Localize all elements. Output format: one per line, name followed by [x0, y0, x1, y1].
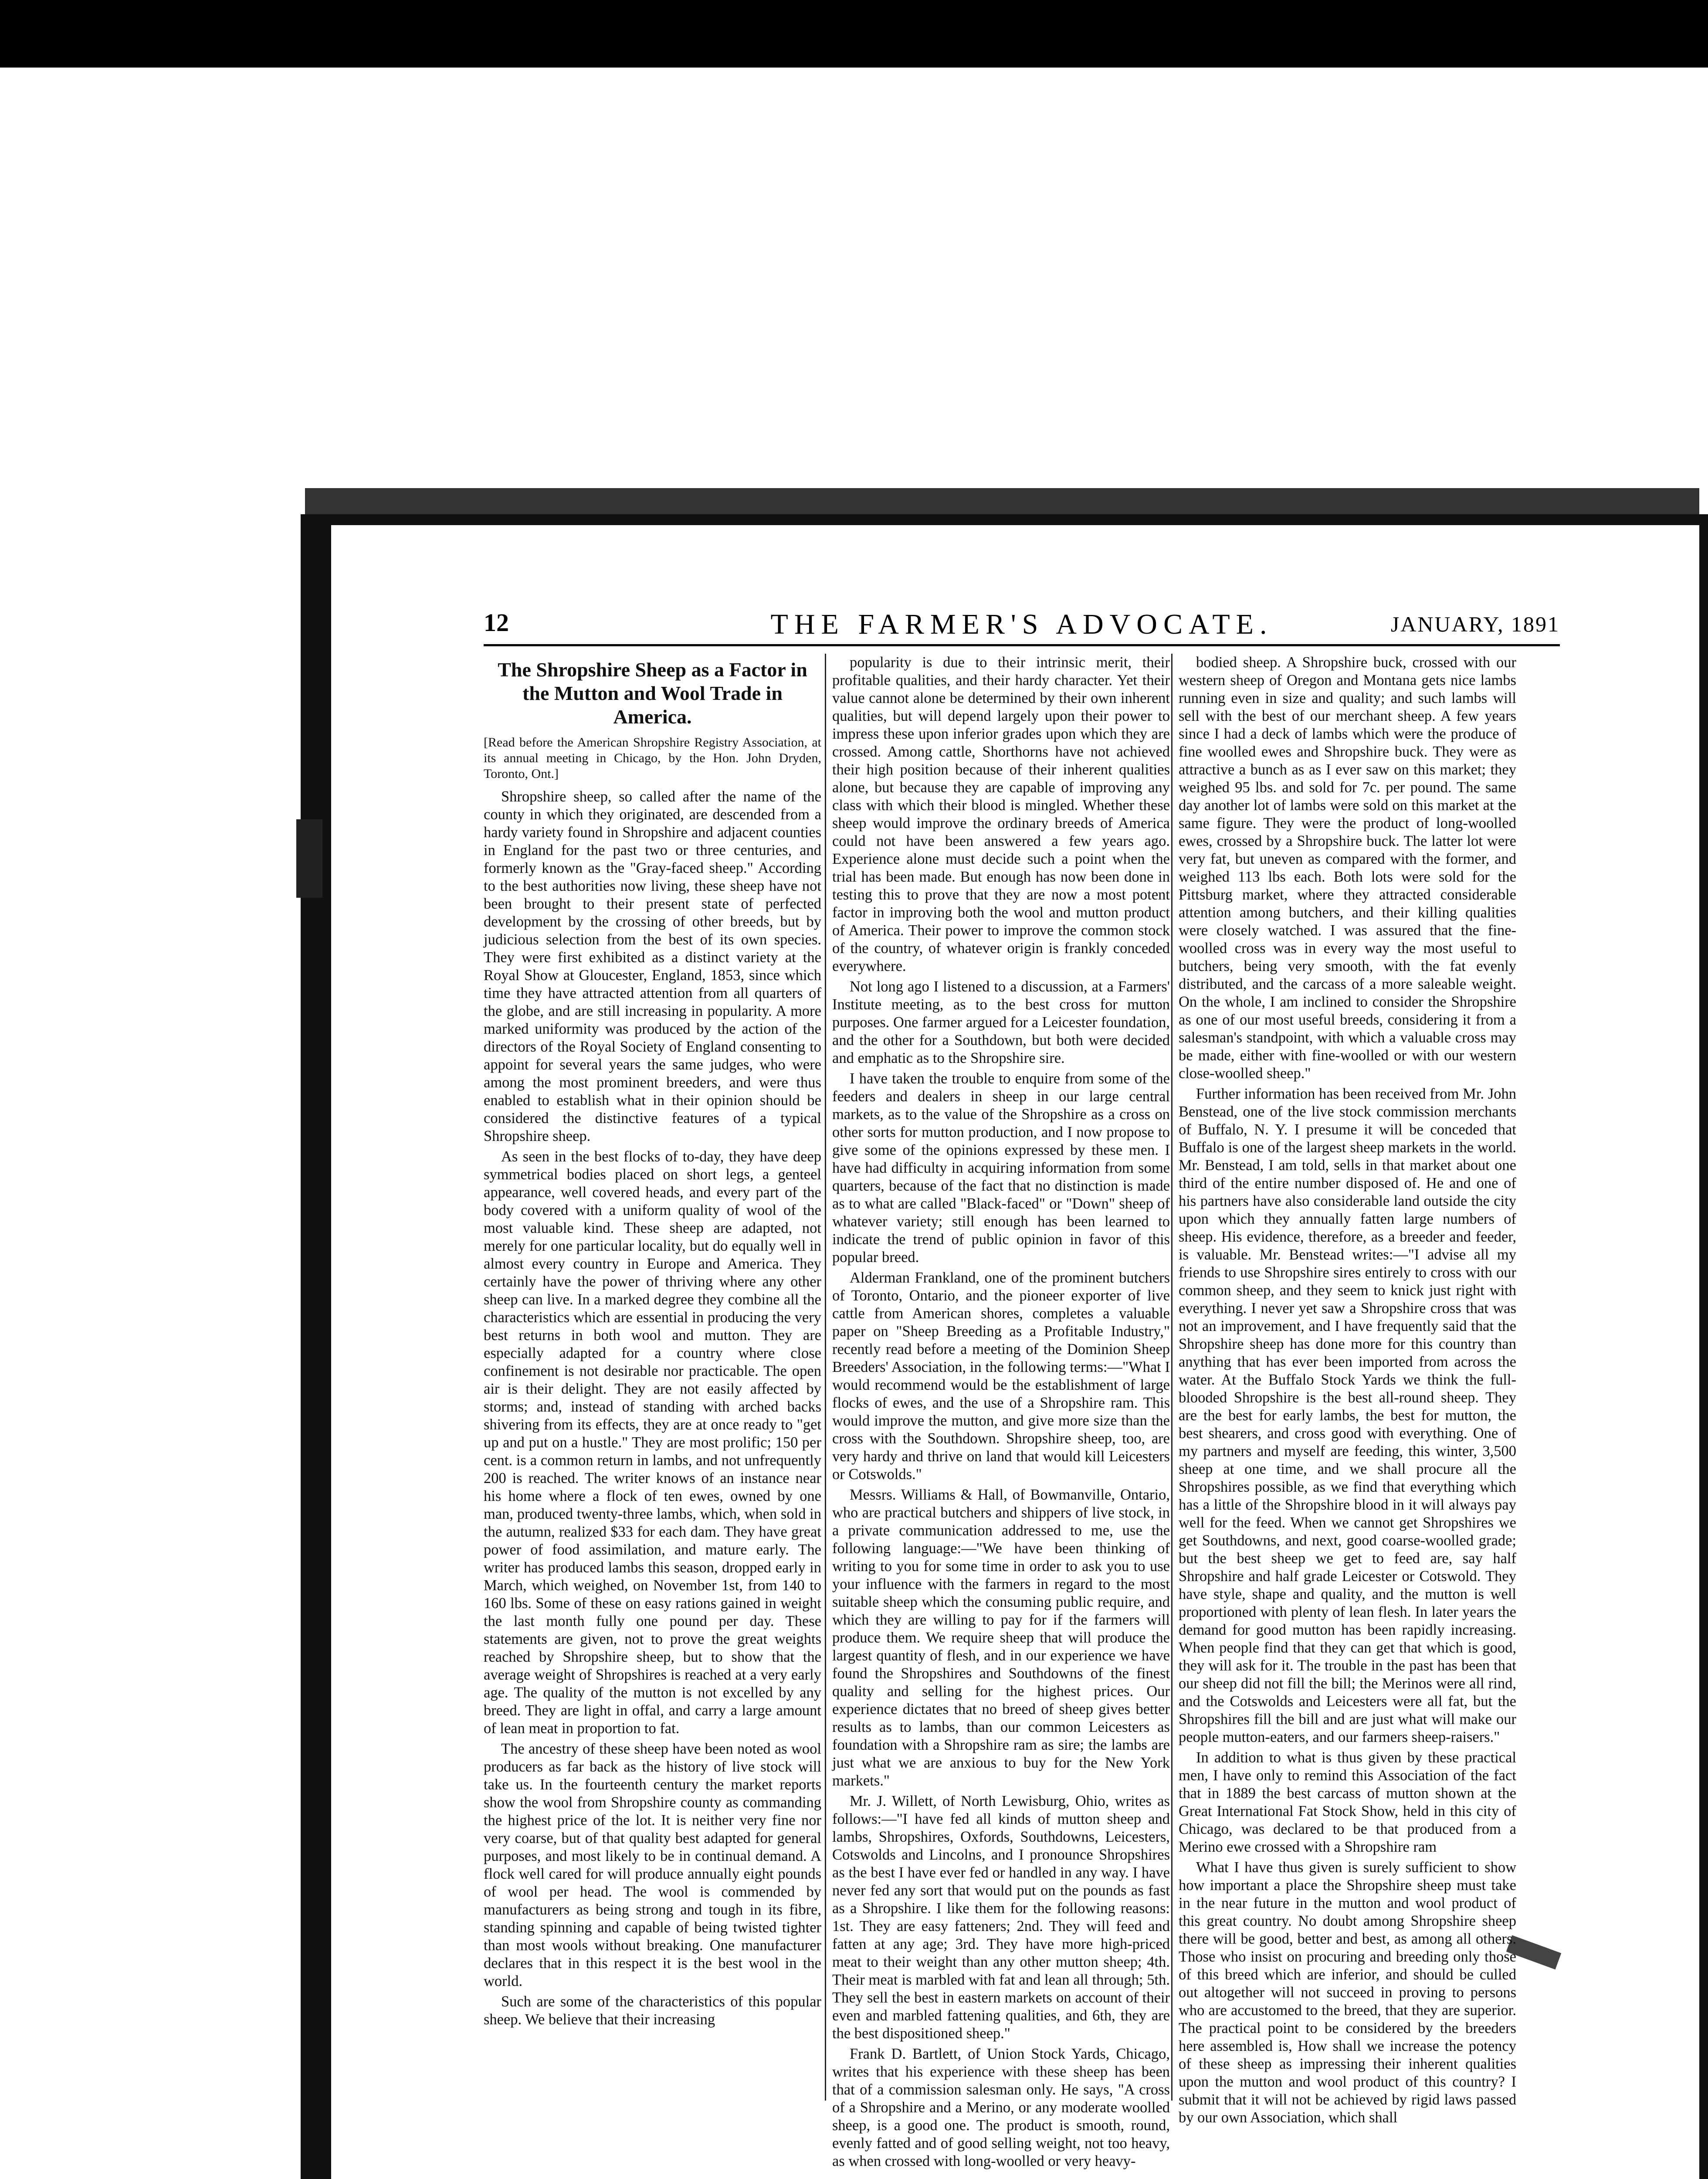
- paragraph: Messrs. Williams & Hall, of Bowmanville, Ontario, who are practical butchers and shippers of live stock, in a private communication addressed to me, use the following language:—"We have been thinking of writing to you for some time in order to ask you to use your influence with the farmers in regard to the most suitable sheep which the consuming public require, and which they are willing to pay for if the farmers will produce them. We require sheep that will produce the largest quantity of flesh, and in our experience we have found the Shropshires and Southdowns of the finest quality and selling for the highest prices. Our experience dictates that no breed of sheep gives better results as to lambs, than our common Leicesters as foundation with a Shropshire ram as sire; the lambs are just what we are anxious to buy for the New York markets.": [832, 1487, 1170, 1789]
- column-1: [484, 654, 821, 2101]
- paragraph: Frank D. Bartlett, of Union Stock Yards, Chicago, writes that his experience with these sheep has been that of a commission salesman only. He says, "A cross of a Shropshire and a Merino, or any moderate woolled sheep, is a good one. The product is smooth, round, evenly fatted and of good selling weight, not too heavy, as when crossed with long-woolled or very heavy-: [832, 2046, 1170, 2169]
- paragraph: What I have thus given is surely sufficient to show how important a place the Shropshire sheep must take in the near future in the mutton and wool product of this great country. No doubt among Shropshire sheep there will be good, better and best, as among all others. Those who insist on procuring and breeding only those of this breed which are inferior, and should be culled out altogether will not succeed in proving to persons who are accustomed to the breed, that they are superior. The practical point to be considered by the breeders here assembled is, How shall we increase the potency of these sheep as impressing their inherent qualities upon the mutton and wool product of this country? I submit that it will not be achieved by rigid laws passed by our own Association, which shall: [1179, 1859, 1516, 2126]
- page-header: [484, 608, 1560, 638]
- paragraph: As seen in the best flocks of to-day, they have deep symmetrical bodies placed on short legs, a genteel appearance, well covered heads, and every part of the body covered with a uniform quality of wool of the most valuable kind. These sheep are adapted, not merely for one particular locality, but do equally well in almost every country in Europe and America. They certainly have the power of thriving where any other sheep can live. In a marked degree they combine all the characteristics which are essential in producing the very best returns in both wool and mutton. They are especially adapted for a country where close confinement is not desirable nor practicable. The open air is their delight. They are not easily affected by storms; and, instead of standing with arched backs shivering from its effects, they are at once ready to "get up and put on a hustle." They are most prolific; 150 per cent. is a common return in lambs, and not unfrequently 200 is reached. The writer knows of an instance near his home where a flock of ten ewes, owned by one man, produced twenty-three lambs, which, when sold in the autumn, realized $33 for each dam. They have great power of food assimilation, and mature early. The writer has produced lambs this season, dropped early in March, which weighed, on November 1st, from 140 to 160 lbs. Some of these on easy rations gained in weight the last month fully one pound per day. These statements are given, not to prove the great weights reached by Shropshire sheep, but to show that the average weight of Shropshires is reached at a very early age. The quality of the mutton is not excelled by any breed. They are light in offal, and carry a large amount of lean meat in proportion to fat.: [484, 1148, 821, 1737]
- paragraph: I have taken the trouble to enquire from some of the feeders and dealers in sheep in our large central markets, as to the value of the Shropshire as a cross on other sorts for mutton production, and I now propose to give some of the opinions expressed by these men. I have had difficulty in acquiring information from some quarters, because of the fact that no distinction is made as to what are called "Black-faced" or "Down" sheep of whatever variety; still enough has been learned to indicate the trend of public opinion in favor of this popular breed.: [832, 1070, 1170, 1266]
- page-number: 12: [484, 608, 509, 637]
- margin-binding-mark: [296, 819, 322, 898]
- column-divider: [825, 654, 826, 2101]
- paragraph: In addition to what is thus given by these practical men, I have only to remind this Association of the fact that in 1889 the best carcass of mutton shown at the Great International Fat Stock Show, held in this city of Chicago, was declared to be that produced from a Merino ewe crossed with a Shropshire ram: [1179, 1749, 1516, 1855]
- paragraph: Not long ago I listened to a discussion, at a Farmers' Institute meeting, as to the best cross for mutton purposes. One farmer argued for a Leicester foundation, and the other for a Southdown, but both were decided and emphatic as to the Shropshire sire.: [832, 978, 1170, 1066]
- column-3: [1179, 654, 1516, 2126]
- column-divider: [1171, 654, 1173, 2101]
- paragraph: Shropshire sheep, so called after the name of the county in which they originated, are descended from a hardy variety found in Shropshire and adjacent counties in England for the past two or three centuries, and formerly known as the "Gray-faced sheep." According to the best authorities now living, these sheep have not been brought to their present state of perfected development by the crossing of other breeds, but by judicious selection from the best of its own species. They were first exhibited as a distinct variety at the Royal Show at Gloucester, England, 1853, since which time they have attracted attention from all quarters of the globe, and are still increasing in popularity. A more marked uniformity was produced by the action of the directors of the Royal Society of England consenting to appoint for several years the same judges, who were among the most prominent breeders, and were thus enabled to establish what in their opinion should be considered the distinctive features of a typical Shropshire sheep.: [484, 788, 821, 1144]
- paragraph: The ancestry of these sheep have been noted as wool producers as far back as the history of live stock will take us. In the fourteenth century the market reports show the wool from Shropshire county as commanding the highest price of the lot. It is neither very fine nor very coarse, but of that quality best adapted for general purposes, and most likely to be in continual demand. A flock well cared for will produce annually eight pounds of wool per head. The wool is commended by manufacturers as being strong and tough in its fibre, standing spinning and capable of being twisted tighter than most wools without breaking. One manufacturer declares that in this respect it is the best wool in the world.: [484, 1741, 821, 1989]
- paragraph: Such are some of the characteristics of this popular sheep. We believe that their increasing: [484, 1993, 821, 2028]
- header-rule: [484, 644, 1560, 646]
- paragraph: popularity is due to their intrinsic merit, their profitable qualities, and their hardy character. Yet their value cannot alone be determined by their own inherent qualities, but will depend largely upon their power to impress these upon inferior grades upon which they are crossed. Among cattle, Shorthorns have not achieved their high position because of their inherent qualities alone, but because they are capable of improving any class with which their blood is mingled. Whether these sheep would improve the ordinary breeds of America could not have been answered a few years ago. Experience alone must decide such a point when the trial has been made. But enough has now been done in testing this to prove that they are now a most potent factor in improving both the wool and mutton product of America. Their power to improve the common stock of the country, of whatever origin is frankly conceded everywhere.: [832, 654, 1170, 974]
- paragraph: bodied sheep. A Shropshire buck, crossed with our western sheep of Oregon and Montana gets nice lambs running even in size and quality; and such lambs will sell with the best of our merchant sheep. A few years since I had a deck of lambs which were the produce of fine woolled ewes and Shropshire buck. They were as attractive a bunch as as I ever saw on this market; they weighed 95 lbs. and sold for 7c. per pound. The same day another lot of lambs were sold on this market at the same figure. They were the product of long-woolled ewes, crossed by a Shropshire buck. The latter lot were very fat, but uneven as compared with the former, and weighed 113 lbs each. Both lots were sold for the Pittsburg market, where they attracted considerable attention among butchers, and their killing qualities were closely watched. I was assured that the fine-woolled cross was in every way the most useful to butchers, being very smooth, with the fat evenly distributed, and the carcass of a more saleable weight. On the whole, I am inclined to consider the Shropshire as one of our most useful breeds, considering it from a salesman's standpoint, with which a valuable cross may be made, either with fine-woolled or with our western close-woolled sheep.": [1179, 654, 1516, 1082]
- publication-title: THE FARMER'S ADVOCATE.: [770, 608, 1273, 640]
- paragraph: Mr. J. Willett, of North Lewisburg, Ohio, writes as follows:—"I have fed all kinds of mutton sheep and lambs, Shropshires, Oxfords, Southdowns, Leicesters, Cotswolds and Lincolns, and I pronounce Shropshires as the best I have ever fed or handled in any way. I have never fed any sort that would put on the pounds as fast as a Shropshire. I like them for the following reasons: 1st. They are easy fatteners; 2nd. They will feed and fatten at any age; 3rd. They have more high-priced meat to their weight than any other mutton sheep; 4th. Their meat is marbled with fat and lean all through; 5th. They sell the best in eastern markets on account of their even and marbled fattening qualities, and 6th, they are the best dispositioned sheep.": [832, 1793, 1170, 2042]
- column-2: [832, 654, 1170, 2169]
- article-title: The Shropshire Sheep as a Factor in the Mutton and Wool Trade in America.: [498, 658, 807, 728]
- article-note: [Read before the American Shropshire Registry Association, at its annual meeting in Chicago, by the Hon. John Dryden, Toronto, Ont.]: [484, 735, 821, 781]
- paragraph: Alderman Frankland, one of the prominent butchers of Toronto, Ontario, and the pioneer exporter of live cattle from American shores, completes a valuable paper on "Sheep Breeding as a Profitable Industry," recently read before a meeting of the Dominion Sheep Breeders' Association, in the following terms:—"What I would recommend would be the establishment of large flocks of ewes, and the use of a Shropshire ram. This would improve the mutton, and give more size than the cross with the Southdown. Shropshire sheep, too, are very hardy and thrive on land that would kill Leicesters or Cotswolds.": [832, 1269, 1170, 1483]
- issue-date: JANUARY, 1891: [1390, 612, 1560, 636]
- paragraph: Further information has been received from Mr. John Benstead, one of the live stock commission merchants of Buffalo, N. Y. I presume it will be conceded that Buffalo is one of the largest sheep markets in the world. Mr. Benstead, I am told, sells in that market about one third of the entire number disposed of. He and one of his partners have also considerable land outside the city upon which they annually fatten large numbers of sheep. His evidence, therefore, as a breeder and feeder, is valuable. Mr. Benstead writes:—"I advise all my friends to use Shropshire sires entirely to cross with our common sheep, and they seem to knick just right with everything. I never yet saw a Shropshire cross that was not an improvement, and I have frequently said that the Shropshire sheep has done more for this country than anything that has ever been imported from across the water. At the Buffalo Stock Yards we think the full-blooded Shropshire is the best all-round sheep. They are the best for early lambs, the best for mutton, the best shearers, and cross good with everything. One of my partners and myself are feeding, this winter, 3,500 sheep at one time, and we shall procure all the Shropshires possible, as we find that everything which has a little of the Shropshire blood in it will always pay well for the feed. When we cannot get Shropshires we get Southdowns, and next, good coarse-woolled grade; but the best sheep we get to feed are, say half Shropshire and half grade Leicester or Cotswold. They have style, shape and quality, and the mutton is well proportioned with plenty of lean flesh. In later years the demand for good mutton has been rapidly increasing. When people find that they can get that which is good, they will ask for it. The trouble in the past has been that our sheep did not fill the bill; the Merinos were all rind, and the Cotswolds and Leicesters were all fat, but the Shropshires fill the bill and are just what will make our people mutton-eaters, and our farmers sheep-raisers.": [1179, 1086, 1516, 1745]
